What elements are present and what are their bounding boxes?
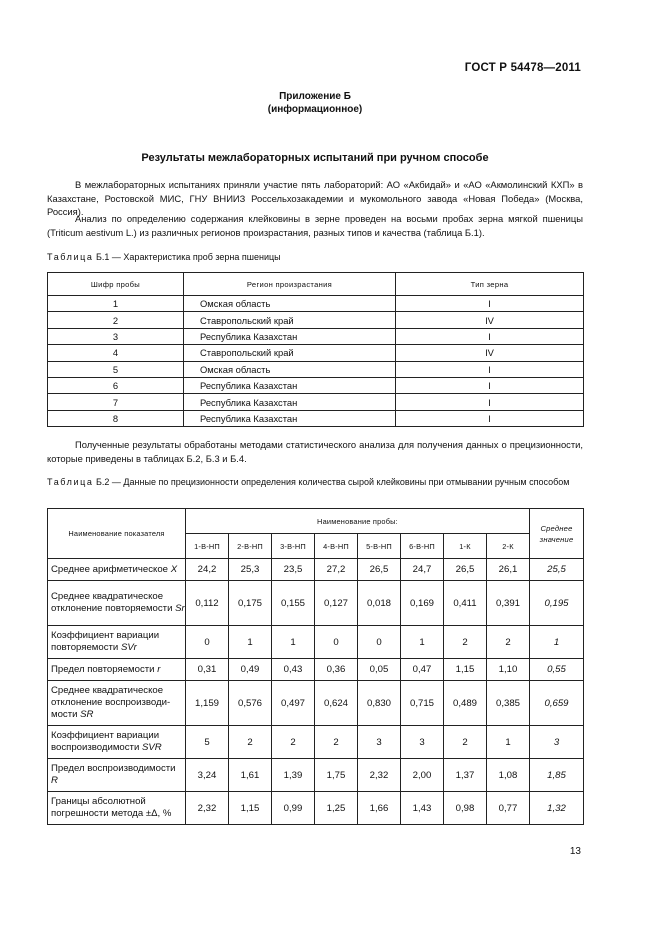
- indicator-symbol: SVR: [141, 742, 162, 753]
- indicator-name: Среднее квадратическое отклонение воспроизводи-мости: [51, 685, 171, 720]
- table1-cell-code: 3: [48, 328, 184, 344]
- table1-cell-type: I: [396, 410, 584, 426]
- table2-cell-value: 2: [444, 726, 487, 759]
- table1-cell-code: 4: [48, 345, 184, 361]
- table2-cell-value: 1,10: [487, 659, 530, 681]
- table1-caption: [47, 251, 583, 264]
- table2-cell-value: 0,77: [487, 792, 530, 825]
- table2-cell-value: 3: [401, 726, 444, 759]
- table2-cell-mean: 0,195: [530, 581, 584, 626]
- table2-cell-value: 24,7: [401, 559, 444, 581]
- table2-cell-value: 1,43: [401, 792, 444, 825]
- indicator-name: Среднее квадратическое отклонение повторяемости: [51, 591, 173, 614]
- table2-cell-mean: 0,55: [530, 659, 584, 681]
- table2-cell-value: 0: [186, 626, 229, 659]
- table2-cell-value: 26,5: [358, 559, 401, 581]
- table2-cell-value: 2: [487, 626, 530, 659]
- table2-row: [48, 681, 584, 726]
- table2-cell-value: 1,61: [229, 759, 272, 792]
- table2-header-sample: 5-В-НП: [358, 534, 401, 559]
- table2-cell-value: 0,018: [358, 581, 401, 626]
- table1-cell-type: I: [396, 361, 584, 377]
- table2-cell-value: 1,159: [186, 681, 229, 726]
- table2-cell-value: 1,75: [315, 759, 358, 792]
- table2-header-sample: 1-В-НП: [186, 534, 229, 559]
- table2-cell-value: 25,3: [229, 559, 272, 581]
- table2-cell-value: 1: [401, 626, 444, 659]
- table2-header-sample: 3-В-НП: [272, 534, 315, 559]
- table1-row: [48, 361, 584, 377]
- table1-cell-type: I: [396, 296, 584, 312]
- table2-cell-value: 1,66: [358, 792, 401, 825]
- table1-cell-region: Ставропольский край: [184, 312, 396, 328]
- table1-cell-code: 7: [48, 394, 184, 410]
- table1-cell-region: Омская область: [184, 361, 396, 377]
- table1-row: [48, 377, 584, 393]
- table2-cell-value: 0,127: [315, 581, 358, 626]
- table2-cell-indicator: [48, 659, 186, 681]
- table2-caption-text: Б.2 — Данные по прецизионности определения количества сырой клейковины при отмывании ручным способом: [96, 477, 570, 487]
- table2-cell-value: 0,576: [229, 681, 272, 726]
- table2-cell-value: 1,37: [444, 759, 487, 792]
- table2-header-sample: 6-В-НП: [401, 534, 444, 559]
- table1-cell-type: IV: [396, 312, 584, 328]
- table1-header-type: Тип зерна: [396, 273, 584, 296]
- table1-cell-code: 1: [48, 296, 184, 312]
- table2-header-indicator: Наименование показателя: [48, 509, 186, 559]
- table1-cell-code: 2: [48, 312, 184, 328]
- table1-cell-code: 6: [48, 377, 184, 393]
- table2-cell-mean: 1,32: [530, 792, 584, 825]
- appendix-subtitle: (информационное): [267, 104, 363, 115]
- table2-cell-value: 1: [229, 626, 272, 659]
- table2-cell-value: 0,391: [487, 581, 530, 626]
- table2-cell-value: 0,169: [401, 581, 444, 626]
- table2-cell-value: 0: [315, 626, 358, 659]
- table2-cell-value: 1: [487, 726, 530, 759]
- table2-cell-value: 0,112: [186, 581, 229, 626]
- table2-cell-value: 0,98: [444, 792, 487, 825]
- table2-cell-value: 0,624: [315, 681, 358, 726]
- table1-cell-type: I: [396, 328, 584, 344]
- table2-row: [48, 792, 584, 825]
- table2-cell-value: 1: [272, 626, 315, 659]
- table1-cell-code: 8: [48, 410, 184, 426]
- table1-cell-region: Республика Казахстан: [184, 410, 396, 426]
- table2-cell-value: 26,5: [444, 559, 487, 581]
- indicator-name: Коэффициент вариации воспроизводимости: [51, 730, 160, 753]
- table-precision-data: [47, 508, 584, 825]
- table2-cell-value: 3,24: [186, 759, 229, 792]
- table1-cell-type: I: [396, 377, 584, 393]
- table2-header-sample: 4-В-НП: [315, 534, 358, 559]
- table2-caption: [47, 476, 583, 489]
- table1-cell-type: IV: [396, 345, 584, 361]
- indicator-symbol: r: [157, 663, 161, 675]
- table-sample-characteristics: [47, 272, 584, 427]
- table2-cell-value: 26,1: [487, 559, 530, 581]
- table2-header-samples: Наименование пробы:: [186, 509, 530, 534]
- paragraph-participants-text: В межлабораторных испытаниях приняли участие пять лабораторий: АО «Акбидай» и «АО «Акмолинский КХП» в Казахстане, Ростовской МИС, ГНУ ВНИИЗ Россельхозакадемии и мукомольного завода «Новая Победа» (Москва, Россия).: [47, 179, 583, 218]
- table1-cell-region: Ставропольский край: [184, 345, 396, 361]
- table2-cell-value: 1,15: [229, 792, 272, 825]
- table2-cell-mean: 0,659: [530, 681, 584, 726]
- table2-row: [48, 559, 584, 581]
- paragraph-results: [47, 438, 583, 465]
- table2-header-sample: 1-К: [444, 534, 487, 559]
- table2-cell-value: 0,49: [229, 659, 272, 681]
- table2-cell-value: 0,830: [358, 681, 401, 726]
- table2-header-mean-line1: Среднее: [540, 523, 573, 533]
- table1-cell-region: Республика Казахстан: [184, 377, 396, 393]
- indicator-name: Предел воспроизводимости: [51, 763, 176, 774]
- table1-row: [48, 394, 584, 410]
- table2-cell-indicator: [48, 726, 186, 759]
- table2-cell-value: 2: [229, 726, 272, 759]
- table1-caption-text: Б.1 — Характеристика проб зерна пшеницы: [96, 252, 281, 262]
- appendix-title: Приложение Б: [279, 91, 351, 102]
- indicator-name: Предел повторяемости: [51, 663, 155, 675]
- table2-cell-mean: 1: [530, 626, 584, 659]
- table2-header-sample: 2-К: [487, 534, 530, 559]
- indicator-name: Коэффициент вариации повторяемости: [51, 630, 160, 653]
- table2-header-mean: [530, 509, 584, 559]
- table2-header-row-1: [48, 509, 584, 534]
- table1-cell-code: 5: [48, 361, 184, 377]
- table2-cell-value: 0,31: [186, 659, 229, 681]
- table1-row: [48, 296, 584, 312]
- table2-cell-indicator: [48, 681, 186, 726]
- table2-cell-mean: 3: [530, 726, 584, 759]
- page-number: 13: [569, 846, 581, 857]
- table1-row: [48, 328, 584, 344]
- table2-header-sample: 2-В-НП: [229, 534, 272, 559]
- indicator-symbol: R: [51, 775, 58, 786]
- table2-cell-value: 5: [186, 726, 229, 759]
- table1-row: [48, 312, 584, 328]
- table1-header-row: [48, 273, 584, 296]
- table2-cell-value: 1,15: [444, 659, 487, 681]
- table1-cell-region: Республика Казахстан: [184, 328, 396, 344]
- table2-row: [48, 659, 584, 681]
- table2-cell-indicator: [48, 626, 186, 659]
- table2-cell-indicator: [48, 759, 186, 792]
- section-title: Результаты межлабораторных испытаний при ручном способе: [141, 152, 489, 164]
- table1-header-region: Регион произрастания: [184, 273, 396, 296]
- table2-cell-value: 2: [315, 726, 358, 759]
- indicator-symbol: X: [170, 563, 178, 575]
- table1-cell-region: Республика Казахстан: [184, 394, 396, 410]
- indicator-symbol: SVr: [120, 642, 137, 653]
- document-code: ГОСТ Р 54478—2011: [464, 62, 581, 74]
- table2-cell-value: 0,43: [272, 659, 315, 681]
- table2-cell-indicator: [48, 559, 186, 581]
- table2-cell-value: 0,411: [444, 581, 487, 626]
- table2-cell-value: 1,25: [315, 792, 358, 825]
- indicator-symbol: SR: [80, 709, 94, 720]
- paragraph-results-text: Полученные результаты обработаны методами статистического анализа для получения данных о прецизионности, которые приведены в таблицах Б.2, Б.3 и Б.4.: [47, 439, 583, 464]
- table1-row: [48, 410, 584, 426]
- table1-row: [48, 345, 584, 361]
- table2-row: [48, 626, 584, 659]
- table2-cell-value: 3: [358, 726, 401, 759]
- paragraph-analysis: [47, 212, 583, 239]
- table2-cell-indicator: [48, 581, 186, 626]
- table1-caption-label: Таблица: [47, 252, 94, 262]
- appendix-heading: [47, 90, 583, 116]
- table2-cell-value: 0,99: [272, 792, 315, 825]
- table2-cell-value: 0,385: [487, 681, 530, 726]
- table2-cell-value: 2,32: [358, 759, 401, 792]
- table2-cell-value: 23,5: [272, 559, 315, 581]
- table2-cell-value: 2,00: [401, 759, 444, 792]
- table2-cell-mean: 1,85: [530, 759, 584, 792]
- table2-cell-value: 0,155: [272, 581, 315, 626]
- table1-header-code: Шифр пробы: [48, 273, 184, 296]
- table1-cell-region: Омская область: [184, 296, 396, 312]
- table2-caption-label: Таблица: [47, 477, 94, 487]
- table2-header-mean-line2: значение: [539, 534, 574, 544]
- table2-cell-value: 0,36: [315, 659, 358, 681]
- table2-row: [48, 726, 584, 759]
- table2-cell-value: 0,05: [358, 659, 401, 681]
- indicator-name: Границы абсолютной погрешности метода ±Δ, %: [51, 796, 172, 819]
- table2-cell-value: 0,497: [272, 681, 315, 726]
- table2-cell-value: 0,489: [444, 681, 487, 726]
- table2-cell-value: 2,32: [186, 792, 229, 825]
- table2-row: [48, 581, 584, 626]
- paragraph-analysis-text: Анализ по определению содержания клейковины в зерне проведен на восьми пробах зерна мягкой пшеницы (Triticum aestivum L.) из различных регионов произрастания, разных типов и качества (таблица Б.1).: [47, 213, 583, 238]
- table2-cell-indicator: [48, 792, 186, 825]
- table2-cell-value: 2: [272, 726, 315, 759]
- table2-cell-value: 0,175: [229, 581, 272, 626]
- table2-cell-value: 0: [358, 626, 401, 659]
- table2-cell-value: 2: [444, 626, 487, 659]
- table1-cell-type: I: [396, 394, 584, 410]
- table2-cell-value: 24,2: [186, 559, 229, 581]
- table2-cell-mean: 25,5: [530, 559, 584, 581]
- table2-cell-value: 1,08: [487, 759, 530, 792]
- table2-row: [48, 759, 584, 792]
- indicator-name: Среднее арифметическое: [51, 563, 169, 575]
- indicator-symbol: Sr: [175, 603, 185, 614]
- table2-cell-value: 0,47: [401, 659, 444, 681]
- table2-cell-value: 0,715: [401, 681, 444, 726]
- table2-cell-value: 1,39: [272, 759, 315, 792]
- table2-cell-value: 27,2: [315, 559, 358, 581]
